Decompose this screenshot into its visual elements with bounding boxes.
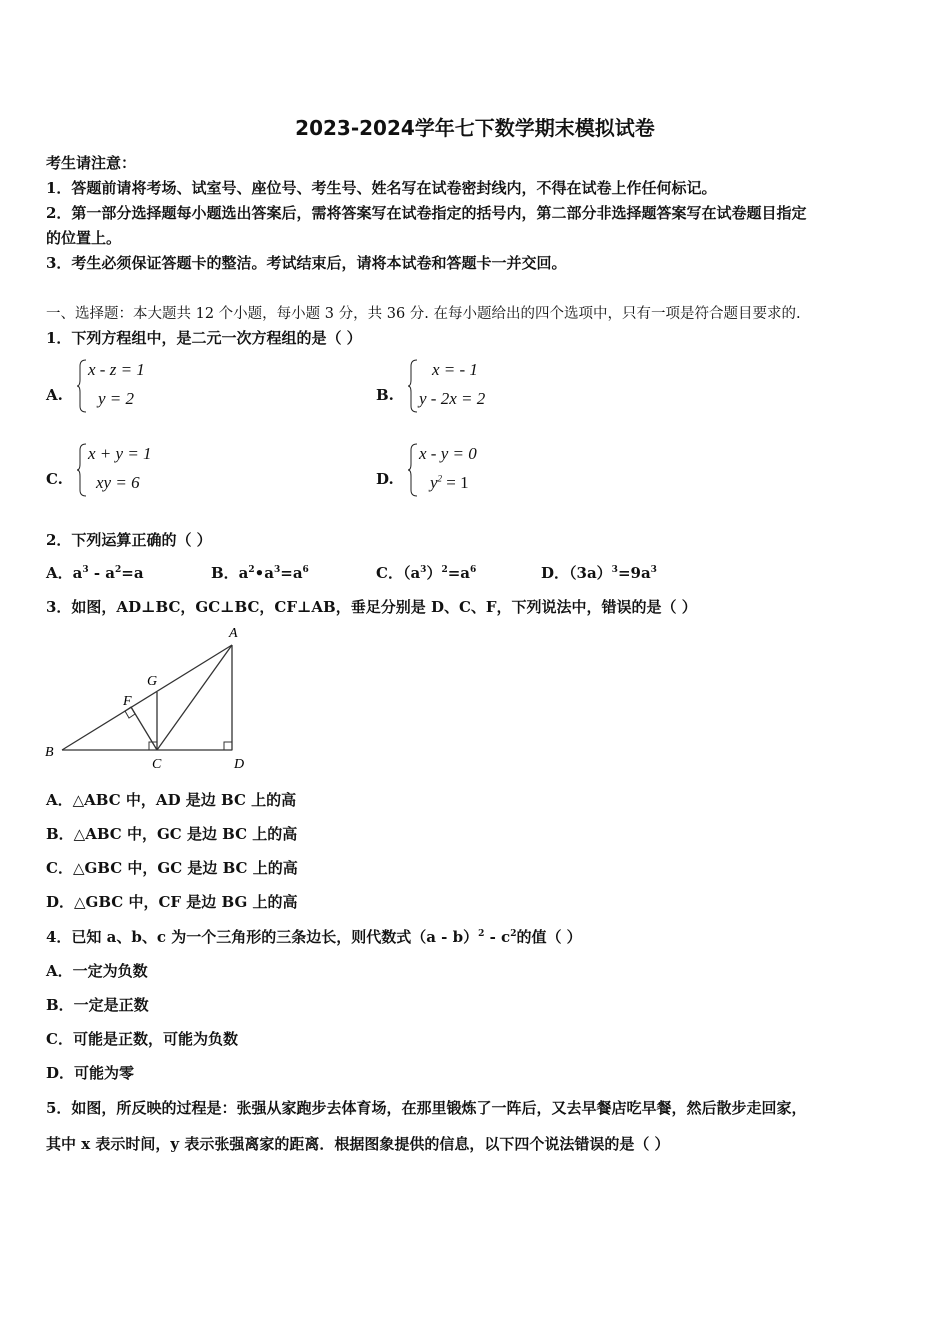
q2-c-e3: 6 <box>470 565 477 575</box>
q2-a-post: =a <box>121 564 144 582</box>
page-title: 2023-2024学年七下数学期末模拟试卷 <box>295 116 655 140</box>
q2-d-post: =9a <box>617 564 651 582</box>
q4-option-a: A．一定为负数 <box>46 962 148 980</box>
label-d: D <box>234 757 245 772</box>
label-f: F <box>123 694 132 709</box>
q1-c-eq1: x + y = 1 <box>88 444 152 463</box>
notice-item-2-cont: 的位置上。 <box>46 229 122 247</box>
q2-b-e2: 3 <box>273 565 281 575</box>
q1-b-eq1: x = - 1 <box>432 360 478 379</box>
q4-stem-exp2: 2 <box>510 929 517 939</box>
q1-c-eq2: xy = 6 <box>96 473 140 492</box>
q1-option-b <box>407 358 527 418</box>
right-angle-d-icon <box>224 742 232 750</box>
q3-option-d: D．△GBC 中，CF 是边 BG 上的高 <box>46 893 298 911</box>
q1-b-eq2: y - 2x = 2 <box>419 389 486 408</box>
q4-option-d: D．可能为零 <box>46 1064 135 1082</box>
q2-option-a <box>46 562 144 583</box>
notice-heading: 考生请注意： <box>46 154 137 172</box>
q2-c-mid: ） <box>426 564 442 582</box>
q2-a-mid: - a <box>88 564 116 582</box>
q2-b-e1: 2 <box>248 565 255 575</box>
label-g: G <box>147 674 158 689</box>
q1-option-c-label: C. <box>46 470 63 488</box>
q2-option-d <box>541 562 657 583</box>
q1-d-eq2 <box>430 473 469 493</box>
notice-item-3: 3．考生必须保证答题卡的整洁。考试结束后，请将本试卷和答题卡一并交回。 <box>46 254 567 272</box>
q1-option-d-label: D. <box>376 470 394 488</box>
q2-a-e1: 3 <box>82 565 89 575</box>
q4-option-b: B．一定是正数 <box>46 996 149 1014</box>
q2-d-pre: D．（3a） <box>541 564 612 582</box>
q4-stem-pre: 4．已知 a、b、c 为一个三角形的三条边长，则代数式（a - b） <box>46 928 479 946</box>
notice-item-2: 2．第一部分选择题每小题选出答案后，需将答案写在试卷指定的括号内，第二部分非选择题答案写在试卷题目指定 <box>46 204 807 222</box>
q4-stem-mid: - c <box>484 928 511 946</box>
q3-triangle-figure <box>40 620 255 775</box>
q2-c-e1: 3 <box>420 565 427 575</box>
q2-option-c <box>376 562 476 583</box>
q1-a-eq1: x - z = 1 <box>88 360 145 379</box>
notice-item-1: 1．答题前请将考场、试室号、座位号、考生号、姓名写在试卷密封线内，不得在试卷上作任何标记。 <box>46 179 717 197</box>
q4-stem-post: 的值（ ） <box>516 928 582 946</box>
q2-c-e2: 2 <box>441 565 448 575</box>
q2-d-e2: 3 <box>650 565 657 575</box>
q4-stem <box>46 926 582 947</box>
q2-a-e2: 2 <box>115 565 122 575</box>
q1-option-c <box>76 442 196 502</box>
q1-option-a-label: A. <box>46 386 63 404</box>
q2-stem: 2．下列运算正确的（ ） <box>46 531 212 549</box>
q2-a-pre: A．a <box>46 564 83 582</box>
q2-c-pre: C．（a <box>376 564 421 582</box>
brace-icon <box>76 358 88 414</box>
section-heading: 一、选择题：本大题共 12 个小题，每小题 3 分，共 36 分. 在每小题给出的四个选项中，只有一项是符合题目要求的. <box>46 306 801 322</box>
q2-b-e3: 6 <box>302 565 309 575</box>
brace-icon <box>407 442 419 498</box>
q1-d-eq2-exp: 2 <box>437 473 443 484</box>
q5-stem-line2: 其中 x 表示时间，y 表示张强离家的距离．根据图象提供的信息，以下四个说法错误的是（ ） <box>46 1135 670 1153</box>
q3-option-b: B．△ABC 中，GC 是边 BC 上的高 <box>46 825 298 843</box>
q3-option-c: C．△GBC 中，GC 是边 BC 上的高 <box>46 859 298 877</box>
q4-option-c: C．可能是正数，可能为负数 <box>46 1030 238 1048</box>
brace-icon <box>407 358 419 414</box>
q2-option-b <box>211 562 309 583</box>
label-c: C <box>152 757 162 772</box>
q3-option-a: A．△ABC 中，AD 是边 BC 上的高 <box>46 791 297 809</box>
q1-option-d <box>407 442 527 502</box>
q2-b-mid: •a <box>254 564 274 582</box>
brace-icon <box>76 442 88 498</box>
q2-b-pre: B．a <box>211 564 249 582</box>
q2-b-post: =a <box>280 564 303 582</box>
q3-stem: 3．如图，AD⊥BC，GC⊥BC，CF⊥AB，垂足分别是 D、C、F，下列说法中，错误的是（ ） <box>46 598 697 616</box>
q2-c-post: =a <box>447 564 471 582</box>
segment-ac <box>157 645 232 750</box>
q1-a-eq2: y = 2 <box>98 389 135 408</box>
q1-d-eq1: x - y = 0 <box>419 444 477 463</box>
q1-d-eq2-rest: = 1 <box>442 473 469 492</box>
q4-stem-exp1: 2 <box>478 929 485 939</box>
q1-stem: 1．下列方程组中，是二元一次方程组的是（ ） <box>46 329 362 347</box>
q2-d-e1: 3 <box>611 565 618 575</box>
q1-option-a <box>76 358 196 418</box>
q1-d-eq2-base: y <box>430 473 438 492</box>
label-a: A <box>229 626 238 641</box>
q1-option-b-label: B. <box>376 386 394 404</box>
label-b: B <box>45 745 54 760</box>
q5-stem-line1: 5．如图，所反映的过程是：张强从家跑步去体育场，在那里锻炼了一阵后，又去早餐店吃早餐，然后散步走回家， <box>46 1099 807 1117</box>
